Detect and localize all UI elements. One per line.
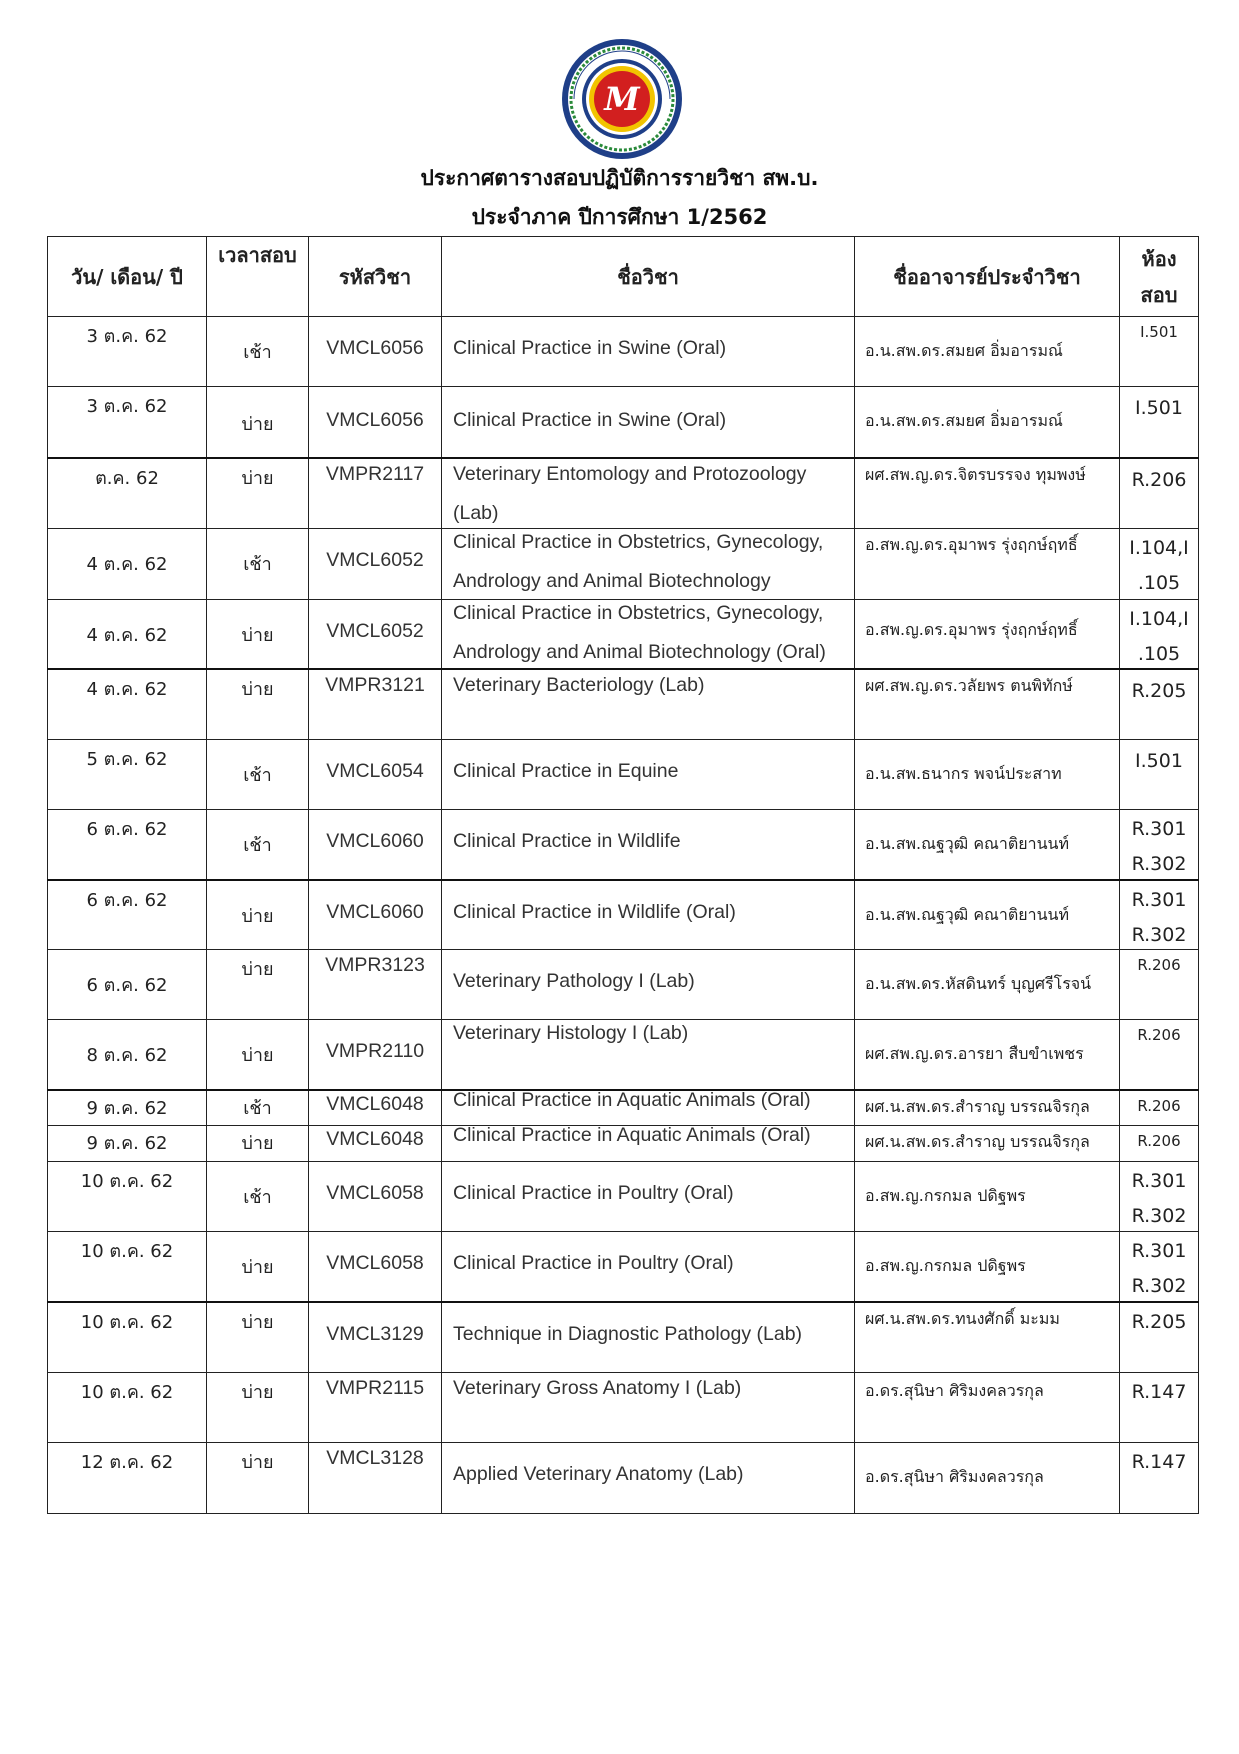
course-name-line1: Veterinary Gross Anatomy I (Lab) — [453, 1377, 742, 1399]
exam-date: 4 ต.ค. 62 — [86, 554, 168, 575]
exam-room-line1: R.205 — [1131, 679, 1187, 702]
course-name — [442, 594, 854, 672]
exam-time: บ่าย — [241, 678, 274, 700]
exam-date-cell — [48, 1373, 207, 1443]
exam-time-cell — [207, 1373, 309, 1443]
exam-room — [1120, 321, 1198, 343]
instructor-name-cell — [855, 740, 1120, 810]
exam-date: 6 ต.ค. 62 — [86, 975, 168, 996]
exam-time: บ่าย — [241, 625, 274, 646]
course-name-cell — [442, 1443, 855, 1514]
exam-date-cell — [48, 1090, 207, 1126]
exam-room-cell — [1120, 740, 1199, 810]
exam-time-cell — [207, 1090, 309, 1126]
table-row — [48, 1302, 1199, 1373]
exam-room-cell — [1120, 1020, 1199, 1090]
exam-room-line1: R.206 — [1131, 468, 1187, 491]
instructor-name-cell — [855, 1232, 1120, 1302]
course-name-line1: Clinical Practice in Aquatic Animals (Oral) — [453, 1088, 811, 1111]
exam-room-cell — [1120, 669, 1199, 740]
course-code: VMCL6054 — [326, 760, 424, 782]
instructor-name-cell — [855, 317, 1120, 387]
exam-room-line1: I.501 — [1135, 750, 1183, 772]
exam-time-cell — [207, 740, 309, 810]
header-room-line2: สอบ — [1140, 282, 1178, 307]
course-code: VMCL6060 — [326, 900, 424, 923]
exam-room-cell — [1120, 1373, 1199, 1443]
instructor-name-cell — [855, 1443, 1120, 1514]
exam-time-cell — [207, 458, 309, 529]
exam-date-cell — [48, 529, 207, 600]
exam-time: เช้า — [243, 1187, 272, 1208]
course-code-cell — [309, 1302, 442, 1373]
exam-room — [1120, 1095, 1198, 1117]
course-code-cell — [309, 669, 442, 740]
exam-room-line1: R.205 — [1131, 1310, 1187, 1333]
course-code: VMPR2110 — [325, 1040, 425, 1062]
course-code-cell — [309, 600, 442, 669]
exam-time: บ่าย — [241, 905, 274, 927]
exam-date-cell — [48, 810, 207, 880]
exam-time: บ่าย — [241, 414, 274, 435]
exam-room-line2: R.302 — [1131, 1275, 1187, 1297]
exam-time-cell — [207, 880, 309, 950]
course-name-line2: Andrology and Animal Biotechnology (Oral) — [453, 641, 826, 663]
course-name — [442, 752, 854, 791]
instructor-name-cell — [855, 950, 1120, 1020]
instructor-name: อ.สพ.ญ.ดร.อุมาพร รุ่งฤกษ์ฤทธิ์ — [865, 535, 1078, 554]
course-name — [442, 1315, 854, 1354]
instructor-name: อ.สพ.ญ.กรกมล ปดิฐพร — [865, 1256, 1026, 1275]
exam-room — [1120, 1130, 1198, 1152]
course-name-line1: Clinical Practice in Swine (Oral) — [453, 337, 727, 359]
course-code: VMCL6060 — [326, 830, 424, 852]
course-code: VMPR3123 — [325, 954, 425, 976]
exam-room-cell — [1120, 458, 1199, 529]
course-name — [442, 1014, 854, 1053]
exam-room — [1120, 883, 1198, 953]
exam-date: 9 ต.ค. 62 — [86, 1097, 168, 1119]
course-name — [442, 962, 854, 1001]
course-name-line1: Applied Veterinary Anatomy (Lab) — [453, 1463, 744, 1485]
table-row — [48, 669, 1199, 740]
exam-time: เช้า — [243, 765, 272, 786]
exam-room-line1: R.301 — [1131, 1240, 1187, 1262]
exam-time-cell — [207, 1302, 309, 1373]
exam-room-line1: I.501 — [1140, 323, 1178, 341]
table-row — [48, 529, 1199, 600]
exam-date: 3 ต.ค. 62 — [86, 326, 168, 347]
exam-room — [1120, 1305, 1198, 1340]
course-name-line1: Clinical Practice in Obstetrics, Gynecology, — [453, 602, 824, 624]
table-row — [48, 1443, 1199, 1514]
course-name-line1: Clinical Practice in Poultry (Oral) — [453, 1182, 734, 1204]
exam-room-line1: R.301 — [1131, 818, 1187, 840]
exam-date: 3 ต.ค. 62 — [86, 396, 168, 417]
exam-room-line1: R.206 — [1137, 956, 1181, 974]
exam-room-cell — [1120, 1302, 1199, 1373]
course-code-cell — [309, 950, 442, 1020]
exam-time-cell — [207, 810, 309, 880]
table-row — [48, 1020, 1199, 1090]
exam-time: บ่าย — [241, 1045, 274, 1066]
exam-date-cell — [48, 880, 207, 950]
instructor-name: อ.น.สพ.ดร.สมยศ อิ่มอารมณ์ — [865, 341, 1063, 360]
exam-room-line2: R.302 — [1131, 923, 1187, 946]
course-name-cell — [442, 950, 855, 1020]
exam-room-cell — [1120, 1232, 1199, 1302]
exam-time-cell — [207, 1126, 309, 1162]
exam-room-cell — [1120, 1162, 1199, 1232]
course-code-cell — [309, 1126, 442, 1162]
exam-room-line1: R.147 — [1131, 1381, 1187, 1403]
course-code-cell — [309, 740, 442, 810]
course-code-cell — [309, 810, 442, 880]
exam-time-cell — [207, 600, 309, 669]
course-name-line1: Veterinary Pathology I (Lab) — [453, 970, 695, 992]
course-name — [442, 523, 854, 601]
exam-date-cell — [48, 950, 207, 1020]
exam-room — [1120, 1164, 1198, 1234]
exam-room-cell — [1120, 1443, 1199, 1514]
exam-time: บ่าย — [241, 959, 274, 980]
instructor-name: อ.ดร.สุนิษา ศิริมงคลวรกุล — [865, 1467, 1044, 1486]
exam-date: 6 ต.ค. 62 — [86, 819, 168, 840]
course-name — [442, 401, 854, 440]
exam-date-cell — [48, 669, 207, 740]
exam-date: ต.ค. 62 — [95, 467, 159, 489]
exam-room — [1120, 602, 1198, 672]
instructor-name: อ.สพ.ญ.ดร.อุมาพร รุ่งฤกษ์ฤทธิ์ — [865, 620, 1078, 639]
course-name-cell — [442, 317, 855, 387]
instructor-name-cell — [855, 810, 1120, 880]
table-row — [48, 1162, 1199, 1232]
exam-room — [1120, 744, 1198, 779]
exam-date: 12 ต.ค. 62 — [80, 1452, 174, 1473]
exam-time-cell — [207, 1232, 309, 1302]
exam-schedule-table — [47, 236, 1199, 1514]
course-name-line1: Clinical Practice in Wildlife — [453, 830, 681, 852]
course-name-line2: (Lab) — [453, 501, 499, 524]
course-name-cell — [442, 458, 855, 529]
course-name — [442, 822, 854, 861]
instructor-name-cell — [855, 1126, 1120, 1162]
page-title: ประกาศตารางสอบปฏิบัติการรายวิชา สพ.บ. — [420, 166, 819, 190]
course-name-cell — [442, 669, 855, 740]
exam-date-cell — [48, 1020, 207, 1090]
instructor-name-cell — [855, 1373, 1120, 1443]
course-name-cell — [442, 740, 855, 810]
table-row — [48, 1232, 1199, 1302]
table-row — [48, 317, 1199, 387]
course-code-cell — [309, 529, 442, 600]
course-name — [442, 1244, 854, 1283]
exam-time: เช้า — [243, 835, 272, 856]
course-name-cell — [442, 1020, 855, 1090]
exam-room — [1120, 531, 1198, 601]
instructor-name-cell — [855, 600, 1120, 669]
table-row — [48, 1373, 1199, 1443]
exam-date-cell — [48, 458, 207, 529]
course-name-cell — [442, 529, 855, 600]
exam-date: 8 ต.ค. 62 — [86, 1045, 168, 1066]
table-row — [48, 1126, 1199, 1162]
table-row — [48, 740, 1199, 810]
course-code: VMCL3128 — [326, 1447, 424, 1469]
header-date: วัน/ เดือน/ ปี — [48, 237, 207, 317]
instructor-name: อ.ดร.สุนิษา ศิริมงคลวรกุล — [865, 1381, 1044, 1400]
header-code: รหัสวิชา — [309, 237, 442, 317]
exam-room-line1: R.206 — [1137, 1096, 1181, 1115]
instructor-name: ผศ.สพ.ญ.ดร.วลัยพร ตนพิทักษ์ — [865, 675, 1073, 695]
course-code: VMPR2115 — [325, 1377, 425, 1399]
exam-room-cell — [1120, 387, 1199, 458]
course-name-line1: Clinical Practice in Equine — [453, 760, 679, 782]
exam-time-cell — [207, 387, 309, 458]
instructor-name: ผศ.สพ.ญ.ดร.จิตรบรรจง ทุมพงษ์ — [865, 464, 1086, 484]
instructor-name-cell — [855, 458, 1120, 529]
exam-room-line1: R.301 — [1131, 888, 1187, 911]
exam-date-cell — [48, 387, 207, 458]
exam-room-line1: R.206 — [1137, 1132, 1181, 1150]
exam-room — [1120, 1445, 1198, 1480]
exam-time: เช้า — [243, 342, 272, 363]
course-name — [442, 455, 854, 533]
course-name-cell — [442, 1302, 855, 1373]
exam-time-cell — [207, 950, 309, 1020]
exam-time-cell — [207, 317, 309, 387]
exam-room-line2: R.302 — [1131, 853, 1187, 875]
table-row — [48, 458, 1199, 529]
instructor-name: อ.สพ.ญ.กรกมล ปดิฐพร — [865, 1186, 1026, 1205]
instructor-name-cell — [855, 529, 1120, 600]
exam-room-cell — [1120, 950, 1199, 1020]
exam-time: บ่าย — [241, 1133, 274, 1154]
course-code-cell — [309, 1162, 442, 1232]
exam-date-cell — [48, 740, 207, 810]
exam-date-cell — [48, 1443, 207, 1514]
exam-room-cell — [1120, 880, 1199, 950]
header-time — [207, 237, 309, 317]
course-name — [442, 1369, 854, 1408]
exam-time: เช้า — [243, 1097, 272, 1119]
exam-room-line2: .105 — [1137, 572, 1181, 594]
course-name-line1: Clinical Practice in Aquatic Animals (Oral) — [453, 1124, 811, 1146]
header-instructor: ชื่ออาจารย์ประจำวิชา — [855, 237, 1120, 317]
course-code: VMCL6048 — [326, 1092, 424, 1115]
exam-time: บ่าย — [241, 1452, 274, 1473]
exam-room — [1120, 674, 1198, 709]
course-name-line1: Veterinary Histology I (Lab) — [453, 1022, 689, 1044]
course-name-line1: Clinical Practice in Obstetrics, Gynecology, — [453, 531, 824, 553]
course-code: VMCL3129 — [326, 1322, 424, 1345]
course-code: VMCL6056 — [326, 337, 424, 359]
exam-room-line2: R.302 — [1131, 1205, 1187, 1227]
course-name-line1: Clinical Practice in Poultry (Oral) — [453, 1252, 734, 1274]
instructor-name-cell — [855, 1302, 1120, 1373]
course-name-line1: Veterinary Entomology and Protozoology — [453, 462, 807, 485]
course-name-cell — [442, 880, 855, 950]
instructor-name: ผศ.น.สพ.ดร.สำราญ บรรณจิรกุล — [865, 1096, 1090, 1116]
course-code: VMCL6052 — [326, 620, 424, 642]
course-name-cell — [442, 600, 855, 669]
exam-time: บ่าย — [241, 467, 274, 489]
course-code-cell — [309, 1020, 442, 1090]
instructor-name: ผศ.สพ.ญ.ดร.อารยา สืบขำเพชร — [865, 1044, 1084, 1063]
course-name-cell — [442, 810, 855, 880]
exam-date: 10 ต.ค. 62 — [80, 1311, 174, 1333]
exam-room-cell — [1120, 1090, 1199, 1126]
course-name — [442, 1174, 854, 1213]
course-name-line1: Veterinary Bacteriology (Lab) — [453, 673, 705, 696]
instructor-name-cell — [855, 1162, 1120, 1232]
exam-room — [1120, 954, 1198, 976]
course-code-cell — [309, 1443, 442, 1514]
instructor-name: ผศ.น.สพ.ดร.สำราญ บรรณจิรกุล — [865, 1132, 1090, 1151]
table-row — [48, 810, 1199, 880]
header-room — [1120, 237, 1199, 317]
exam-room-line1: I.104,I — [1129, 537, 1189, 559]
exam-room — [1120, 1375, 1198, 1410]
exam-room-line1: R.301 — [1131, 1170, 1187, 1192]
course-name-line1: Clinical Practice in Wildlife (Oral) — [453, 900, 736, 923]
exam-date: 4 ต.ค. 62 — [86, 678, 168, 700]
course-name-cell — [442, 1373, 855, 1443]
exam-room-cell — [1120, 529, 1199, 600]
course-name-cell — [442, 1126, 855, 1162]
course-name-line1: Clinical Practice in Swine (Oral) — [453, 409, 727, 431]
course-name — [442, 329, 854, 368]
exam-room — [1120, 1024, 1198, 1046]
exam-date: 5 ต.ค. 62 — [86, 749, 168, 770]
exam-room-cell — [1120, 600, 1199, 669]
exam-time: บ่าย — [241, 1257, 274, 1278]
svg-text:M: M — [604, 80, 640, 118]
course-code: VMCL6052 — [326, 549, 424, 571]
exam-time-cell — [207, 1020, 309, 1090]
instructor-name-cell — [855, 1090, 1120, 1126]
exam-room — [1120, 1234, 1198, 1304]
exam-date-cell — [48, 1162, 207, 1232]
instructor-name: อ.น.สพ.ณฐวุฒิ คณาติยานนท์ — [865, 904, 1070, 924]
course-code: VMCL6056 — [326, 409, 424, 431]
table-row — [48, 880, 1199, 950]
exam-room-line1: R.147 — [1131, 1451, 1187, 1473]
course-name-line1: Technique in Diagnostic Pathology (Lab) — [453, 1322, 803, 1345]
exam-room-line2: .105 — [1137, 643, 1181, 665]
table-header-row — [48, 237, 1199, 317]
course-code: VMCL6048 — [326, 1128, 424, 1150]
course-name-line2: Andrology and Animal Biotechnology — [453, 570, 771, 592]
header-subject: ชื่อวิชา — [442, 237, 855, 317]
course-name-cell — [442, 387, 855, 458]
exam-room — [1120, 391, 1198, 426]
table-row — [48, 387, 1199, 458]
exam-time-cell — [207, 669, 309, 740]
instructor-name-cell — [855, 1020, 1120, 1090]
exam-date-cell — [48, 1232, 207, 1302]
instructor-name: อ.น.สพ.ดร.หัสดินทร์ บุญศรีโรจน์ — [865, 974, 1092, 993]
course-code: VMCL6058 — [326, 1252, 424, 1274]
course-code: VMPR3121 — [325, 673, 425, 696]
university-logo — [560, 37, 684, 161]
course-name — [442, 1455, 854, 1494]
exam-date-cell — [48, 1302, 207, 1373]
exam-room-line1: I.501 — [1135, 397, 1183, 419]
exam-time-cell — [207, 1443, 309, 1514]
course-name — [442, 1116, 854, 1155]
course-code-cell — [309, 880, 442, 950]
exam-date: 10 ต.ค. 62 — [80, 1171, 174, 1192]
course-name — [442, 1081, 854, 1120]
instructor-name-cell — [855, 880, 1120, 950]
header-room-line1: ห้อง — [1141, 246, 1177, 271]
exam-time-cell — [207, 529, 309, 600]
table-row — [48, 600, 1199, 669]
exam-room-line1: R.206 — [1137, 1026, 1181, 1044]
instructor-name: อ.น.สพ.ดร.สมยศ อิ่มอารมณ์ — [865, 411, 1063, 430]
page-subtitle: ประจำภาค ปีการศึกษา 1/2562 — [471, 205, 768, 229]
instructor-name: อ.น.สพ.ณฐวุฒิ คณาติยานนท์ — [865, 834, 1070, 853]
exam-time-cell — [207, 1162, 309, 1232]
course-code-cell — [309, 1090, 442, 1126]
exam-time: บ่าย — [241, 1311, 274, 1333]
instructor-name: อ.น.สพ.ธนากร พจน์ประสาท — [865, 764, 1062, 783]
course-code: VMCL6058 — [326, 1182, 424, 1204]
exam-date: 10 ต.ค. 62 — [80, 1241, 174, 1262]
exam-date-cell — [48, 600, 207, 669]
exam-room-line1: I.104,I — [1129, 608, 1189, 630]
exam-date: 10 ต.ค. 62 — [80, 1382, 174, 1403]
course-name-cell — [442, 1232, 855, 1302]
exam-room-cell — [1120, 810, 1199, 880]
course-code-cell — [309, 1232, 442, 1302]
course-name-cell — [442, 1162, 855, 1232]
exam-date: 6 ต.ค. 62 — [86, 889, 168, 911]
course-code-cell — [309, 1373, 442, 1443]
exam-room — [1120, 463, 1198, 498]
exam-date-cell — [48, 317, 207, 387]
exam-date-cell — [48, 1126, 207, 1162]
course-code-cell — [309, 387, 442, 458]
course-code: VMPR2117 — [325, 462, 425, 485]
course-name — [442, 893, 854, 932]
course-code-cell — [309, 458, 442, 529]
exam-room — [1120, 812, 1198, 882]
exam-time: บ่าย — [241, 1382, 274, 1403]
exam-date: 4 ต.ค. 62 — [86, 625, 168, 646]
course-name — [442, 666, 854, 705]
exam-room-cell — [1120, 1126, 1199, 1162]
header-time-label: เวลาสอบ — [218, 243, 297, 267]
course-code-cell — [309, 317, 442, 387]
exam-room-cell — [1120, 317, 1199, 387]
instructor-name-cell — [855, 387, 1120, 458]
exam-date: 9 ต.ค. 62 — [86, 1133, 168, 1154]
instructor-name: ผศ.น.สพ.ดร.ทนงศักดิ์ มะมม — [865, 1308, 1060, 1328]
instructor-name-cell — [855, 669, 1120, 740]
exam-time: เช้า — [243, 554, 272, 575]
table-row — [48, 950, 1199, 1020]
